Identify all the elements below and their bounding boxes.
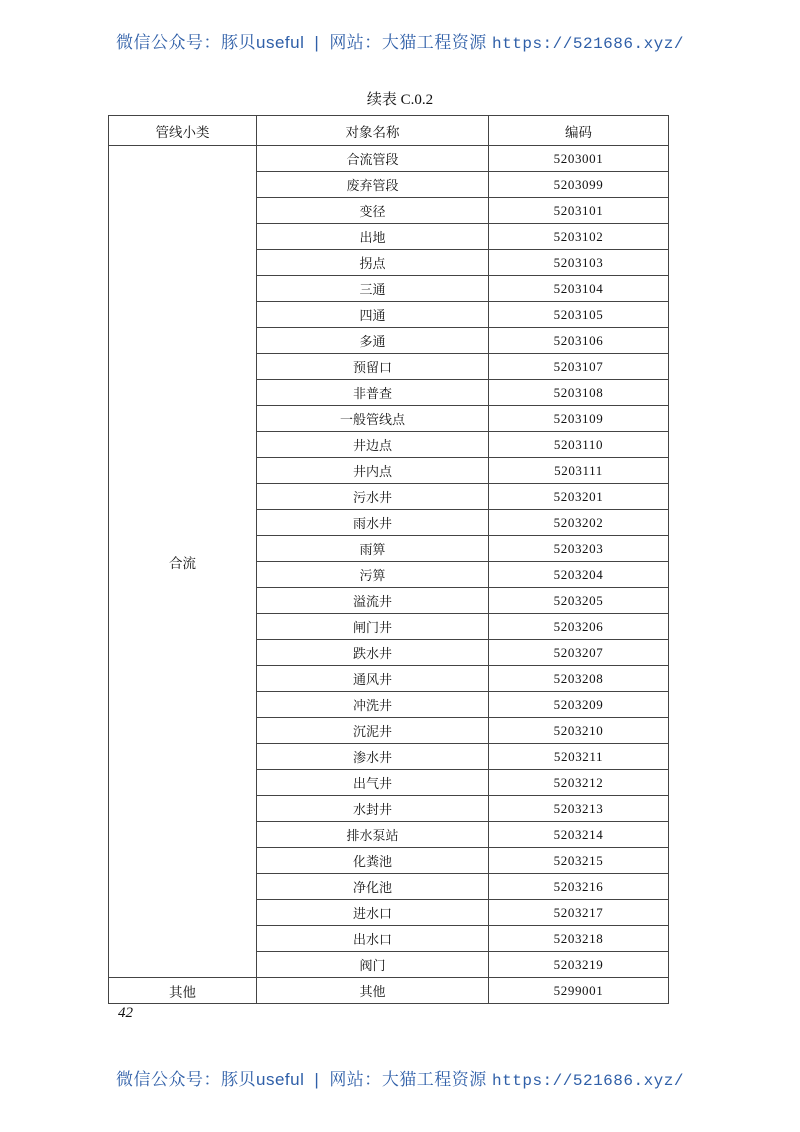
code-cell: 5203211 bbox=[489, 744, 669, 770]
table-header bbox=[109, 116, 669, 146]
code-cell: 5203101 bbox=[489, 198, 669, 224]
watermark-separator: | bbox=[314, 33, 320, 52]
code-cell: 5203214 bbox=[489, 822, 669, 848]
watermark-account-name: 豚贝useful bbox=[221, 1070, 305, 1089]
object-name-cell: 雨箅 bbox=[257, 536, 489, 562]
object-name-cell: 渗水井 bbox=[257, 744, 489, 770]
table-header-row bbox=[109, 116, 669, 146]
object-name-cell: 排水泵站 bbox=[257, 822, 489, 848]
object-name-cell: 雨水井 bbox=[257, 510, 489, 536]
code-cell: 5203110 bbox=[489, 432, 669, 458]
object-name-cell: 变径 bbox=[257, 198, 489, 224]
object-name-cell: 污水井 bbox=[257, 484, 489, 510]
code-cell: 5203208 bbox=[489, 666, 669, 692]
object-name-cell: 跌水井 bbox=[257, 640, 489, 666]
page-number: 42 bbox=[118, 1005, 133, 1021]
code-cell: 5203105 bbox=[489, 302, 669, 328]
code-cell: 5203108 bbox=[489, 380, 669, 406]
object-name-cell: 冲洗井 bbox=[257, 692, 489, 718]
code-cell: 5203213 bbox=[489, 796, 669, 822]
code-cell: 5203217 bbox=[489, 900, 669, 926]
object-name-cell: 污箅 bbox=[257, 562, 489, 588]
object-name-cell: 沉泥井 bbox=[257, 718, 489, 744]
column-header-code: 编码 bbox=[489, 116, 669, 146]
code-cell: 5203104 bbox=[489, 276, 669, 302]
object-name-cell: 井内点 bbox=[257, 458, 489, 484]
object-name-cell: 出气井 bbox=[257, 770, 489, 796]
object-name-cell: 非普查 bbox=[257, 380, 489, 406]
watermark-url: https://521686.xyz/ bbox=[492, 1072, 684, 1090]
table-row bbox=[109, 978, 669, 1004]
code-cell: 5203216 bbox=[489, 874, 669, 900]
object-name-cell: 四通 bbox=[257, 302, 489, 328]
object-name-cell: 废弃管段 bbox=[257, 172, 489, 198]
code-cell: 5203203 bbox=[489, 536, 669, 562]
object-name-cell: 三通 bbox=[257, 276, 489, 302]
code-cell: 5203205 bbox=[489, 588, 669, 614]
watermark-site-label: 网站： bbox=[329, 33, 382, 52]
table-caption: 续表 C.0.2 bbox=[366, 92, 434, 108]
code-cell: 5203210 bbox=[489, 718, 669, 744]
column-header-object-name: 对象名称 bbox=[257, 116, 489, 146]
watermark-account-name: 豚贝useful bbox=[221, 33, 305, 52]
watermark-separator: | bbox=[314, 1070, 320, 1089]
object-name-cell: 出地 bbox=[257, 224, 489, 250]
code-cell: 5299001 bbox=[489, 978, 669, 1004]
object-name-cell: 拐点 bbox=[257, 250, 489, 276]
object-name-cell: 净化池 bbox=[257, 874, 489, 900]
object-name-cell: 出水口 bbox=[257, 926, 489, 952]
code-cell: 5203219 bbox=[489, 952, 669, 978]
code-cell: 5203218 bbox=[489, 926, 669, 952]
object-name-cell: 一般管线点 bbox=[257, 406, 489, 432]
code-cell: 5203106 bbox=[489, 328, 669, 354]
code-cell: 5203103 bbox=[489, 250, 669, 276]
category-cell: 其他 bbox=[109, 978, 257, 1004]
spec-table-wrapper bbox=[108, 115, 668, 1004]
watermark-site-label: 网站： bbox=[329, 1070, 382, 1089]
code-cell: 5203001 bbox=[489, 146, 669, 172]
object-name-cell: 多通 bbox=[257, 328, 489, 354]
object-name-cell: 溢流井 bbox=[257, 588, 489, 614]
object-name-cell: 通风井 bbox=[257, 666, 489, 692]
code-cell: 5203099 bbox=[489, 172, 669, 198]
table-row bbox=[109, 146, 669, 172]
code-cell: 5203102 bbox=[489, 224, 669, 250]
object-name-cell: 水封井 bbox=[257, 796, 489, 822]
object-name-cell: 化粪池 bbox=[257, 848, 489, 874]
column-header-category: 管线小类 bbox=[109, 116, 257, 146]
code-cell: 5203215 bbox=[489, 848, 669, 874]
object-name-cell: 预留口 bbox=[257, 354, 489, 380]
table-body bbox=[109, 146, 669, 1004]
object-name-cell: 闸门井 bbox=[257, 614, 489, 640]
code-cell: 5203201 bbox=[489, 484, 669, 510]
code-cell: 5203209 bbox=[489, 692, 669, 718]
watermark-account-label: 微信公众号： bbox=[116, 1070, 222, 1089]
watermark-top bbox=[0, 28, 800, 53]
code-cell: 5203204 bbox=[489, 562, 669, 588]
code-cell: 5203206 bbox=[489, 614, 669, 640]
object-name-cell: 井边点 bbox=[257, 432, 489, 458]
code-cell: 5203212 bbox=[489, 770, 669, 796]
code-cell: 5203109 bbox=[489, 406, 669, 432]
object-name-cell: 其他 bbox=[257, 978, 489, 1004]
category-cell-merged: 合流 bbox=[109, 146, 257, 978]
code-cell: 5203207 bbox=[489, 640, 669, 666]
object-name-cell: 阀门 bbox=[257, 952, 489, 978]
code-cell: 5203202 bbox=[489, 510, 669, 536]
code-cell: 5203107 bbox=[489, 354, 669, 380]
watermark-site-name: 大猫工程资源 bbox=[381, 1070, 487, 1089]
watermark-site-name: 大猫工程资源 bbox=[381, 33, 487, 52]
object-name-cell: 进水口 bbox=[257, 900, 489, 926]
watermark-bottom bbox=[0, 1065, 800, 1090]
object-name-cell: 合流管段 bbox=[257, 146, 489, 172]
spec-table bbox=[108, 115, 669, 1004]
code-cell: 5203111 bbox=[489, 458, 669, 484]
watermark-account-label: 微信公众号： bbox=[116, 33, 222, 52]
watermark-url: https://521686.xyz/ bbox=[492, 35, 684, 53]
